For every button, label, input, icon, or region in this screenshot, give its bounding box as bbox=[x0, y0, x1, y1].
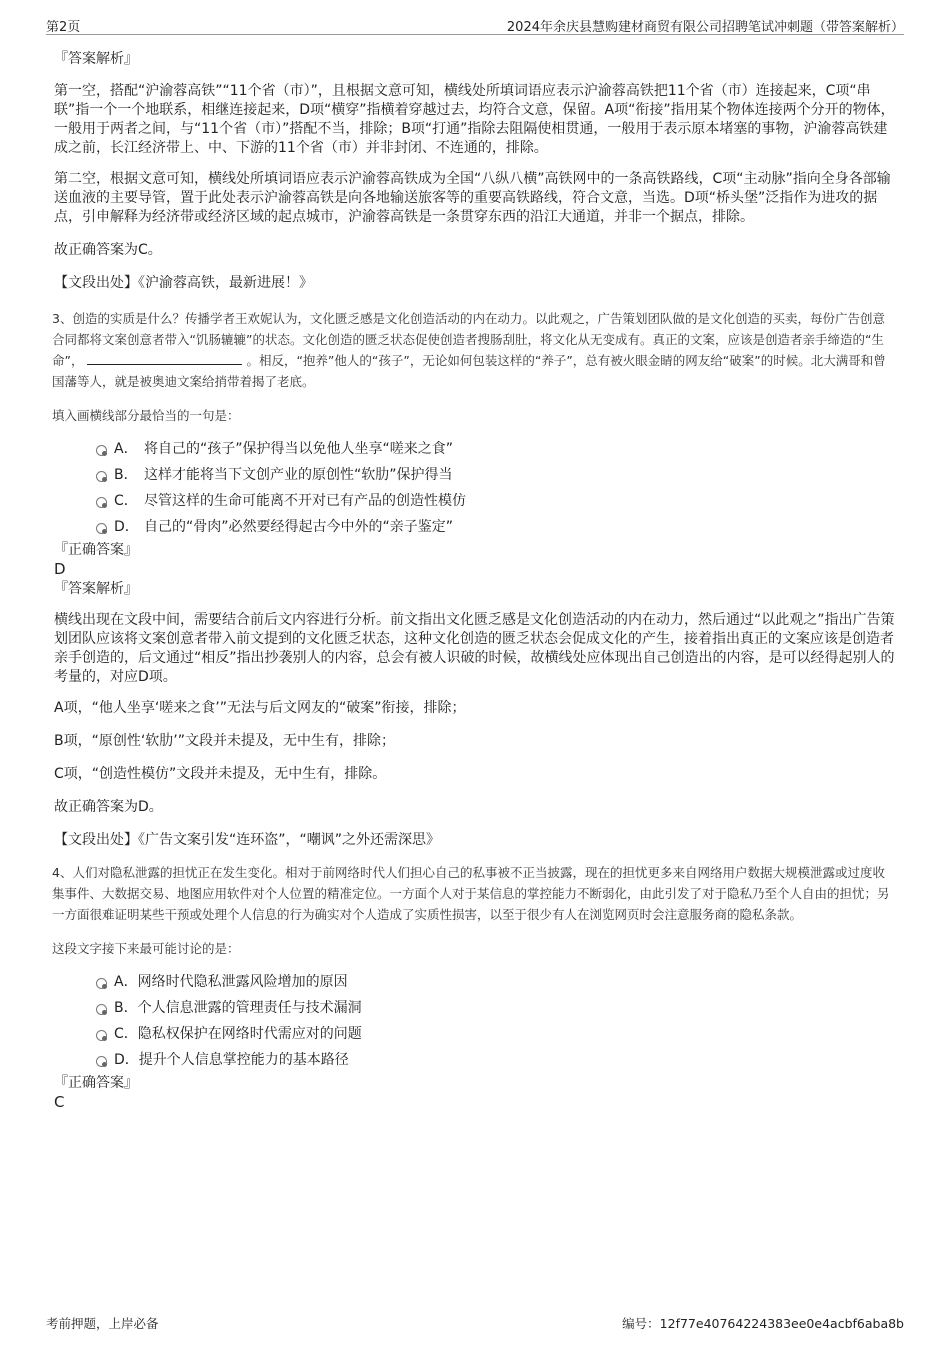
radio-icon[interactable] bbox=[96, 1030, 107, 1041]
radio-icon[interactable] bbox=[96, 471, 107, 482]
radio-icon[interactable] bbox=[96, 1056, 107, 1067]
q3-prompt: 填入画横线部分最恰当的一句是： bbox=[52, 408, 240, 423]
q3-text-before-blank: 3、创造的实质是什么？传播学者王欢妮认为，文化匮乏感是文化创造活动的内在动力。以此观之，广告策划团队做的是文化创造的买卖，每份广告创意合同都将文案创意者带入“饥肠辘辘”的状态。文化创造的匮乏状态促使创造者搜肠刮肚，将文化从无变成有。真正的文案，应该是创造者亲手缔造的“生命”， bbox=[52, 311, 885, 368]
q4-option-d[interactable]: D．提升个人信息掌控能力的基本路径 bbox=[54, 1047, 896, 1073]
q2-source: 【文段出处】《沪渝蓉高铁，最新进展！》 bbox=[54, 275, 313, 291]
q3-analysis-option-c: C项，“创造性模仿”文段并未提及，无中生有，排除。 bbox=[54, 766, 387, 782]
q2-analysis-tag: 『答案解析』 bbox=[54, 51, 138, 67]
page-footer bbox=[46, 1312, 904, 1332]
radio-icon[interactable] bbox=[96, 445, 107, 456]
q4-options bbox=[54, 969, 896, 1073]
q4-correct-answer: C bbox=[54, 1093, 65, 1111]
q2-analysis-paragraph-2: 第二空，根据文意可知，横线处所填词语应表示沪渝蓉高铁成为全国“八纵八横”高铁网中的一条高铁路线，C项“主动脉”指向全身各部输送血液的主要导管，置于此处表示沪渝蓉高铁是向各地输送旅客等的重要高铁路线，符合文意，当选。D项“桥头堡”泛指作为进攻的据点，引申解释为经济带或经济区域的起点城市，沪渝蓉高铁是一条贯穿东西的沿江大通道，并非一个据点，排除。 bbox=[54, 171, 891, 225]
q2-conclusion: 故正确答案为C。 bbox=[54, 242, 162, 258]
q3-conclusion: 故正确答案为D。 bbox=[54, 799, 163, 815]
q3-correct-answer-tag: 『正确答案』 bbox=[54, 542, 138, 558]
q2-analysis-paragraph-1: 第一空，搭配“沪渝蓉高铁”“11个省（市）”，且根据文意可知，横线处所填词语应表示沪渝蓉高铁把11个省（市）连接起来，C项“串联”指一个一个地联系，相继连接起来，D项“横穿”指横着穿越过去，均符合文意，保留。A项“衔接”指用某个物体连接两个分开的物体，一般用于两者之间，与“11个省（市）”搭配不当，排除；B项“打通”指除去阻隔使相贯通，一般用于表示原本堵塞的事物，沪渝蓉高铁建成之前，长江经济带上、中、下游的11个省（市）并非封闭、不连通的，排除。 bbox=[54, 83, 895, 156]
q4-prompt: 这段文字接下来最可能讨论的是： bbox=[52, 941, 240, 956]
q4-option-c[interactable]: C．隐私权保护在网络时代需应对的问题 bbox=[54, 1021, 896, 1047]
footer-slogan: 考前押题，上岸必备 bbox=[46, 1316, 159, 1331]
q3-correct-answer: D bbox=[54, 560, 66, 578]
q3-analysis-tag: 『答案解析』 bbox=[54, 581, 138, 597]
q3-option-b[interactable]: B． 这样才能将当下文创产业的原创性“软肋”保护得当 bbox=[54, 462, 896, 488]
q4-question-text: 4、人们对隐私泄露的担忧正在发生变化。相对于前网络时代人们担心自己的私事被不正当披露，现在的担忧更多来自网络用户数据大规模泄露或过度收集事件、大数据交易、地图应用软件对个人位置的精准定位。一方面个人对于某信息的掌控能力不断弱化，由此引发了对于隐私乃至个人自由的担忧；另一方面很难证明某些干预或处理个人信息的行为确实对个人造成了实质性损害，以至于很少有人在浏览网页时会注意服务商的隐私条款。 bbox=[52, 865, 890, 922]
page-content bbox=[54, 44, 896, 1111]
radio-icon[interactable] bbox=[96, 523, 107, 534]
q3-fill-blank bbox=[87, 352, 242, 365]
q4-option-a[interactable]: A．网络时代隐私泄露风险增加的原因 bbox=[54, 969, 896, 995]
radio-icon[interactable] bbox=[96, 978, 107, 989]
footer-serial-number: 编号：12f77e40764224383ee0e4acbf6aba8b bbox=[622, 1316, 904, 1331]
page-header bbox=[46, 14, 904, 35]
page-number: 第2页 bbox=[46, 20, 81, 35]
q3-text-after-blank: 。相反，“抱养”他人的“孩子”，无论如何包装这样的“养子”，总有被火眼金睛的网友给“破案”的时候。北大满哥和曾国藩等人，就是被奥迪文案给捎带着揭了老底。 bbox=[52, 353, 886, 389]
q3-question-text bbox=[52, 308, 896, 392]
q3-analysis-option-b: B项，“原创性‘软肋’”文段并未提及，无中生有，排除； bbox=[54, 733, 396, 749]
q3-source: 【文段出处】《广告文案引发“连环盗”，“嘲讽”之外还需深思》 bbox=[54, 832, 441, 848]
radio-icon[interactable] bbox=[96, 497, 107, 508]
q3-option-d[interactable]: D． 自己的“骨肉”必然要经得起古今中外的“亲子鉴定” bbox=[54, 514, 896, 540]
q4-option-b[interactable]: B．个人信息泄露的管理责任与技术漏洞 bbox=[54, 995, 896, 1021]
q3-analysis-option-a: A项，“他人坐享‘嗟来之食’”无法与后文网友的“破案”衔接，排除； bbox=[54, 700, 466, 716]
document-title: 2024年余庆县慧购建材商贸有限公司招聘笔试冲刺题（带答案解析） bbox=[506, 20, 904, 35]
q4-correct-answer-tag: 『正确答案』 bbox=[54, 1075, 138, 1091]
q3-analysis-paragraph: 横线出现在文段中间，需要结合前后文内容进行分析。前文指出文化匮乏感是文化创造活动的内在动力，然后通过“以此观之”指出广告策划团队应该将文案创意者带入前文提到的文化匮乏状态，这种文化创造的匮乏状态会促成文化的产生，接着指出真正的文案应该是创造者亲手创造的，后文通过“相反”指出抄袭别人的内容，总会有被人识破的时候，故横线处应体现出自己创造出的内容，是可以经得起别人的考量的，对应D项。 bbox=[54, 612, 895, 685]
q3-options bbox=[54, 436, 896, 540]
q3-option-c[interactable]: C． 尽管这样的生命可能离不开对已有产品的创造性模仿 bbox=[54, 488, 896, 514]
radio-icon[interactable] bbox=[96, 1004, 107, 1015]
q3-option-a[interactable]: A． 将自己的“孩子”保护得当以免他人坐享“嗟来之食” bbox=[54, 436, 896, 462]
